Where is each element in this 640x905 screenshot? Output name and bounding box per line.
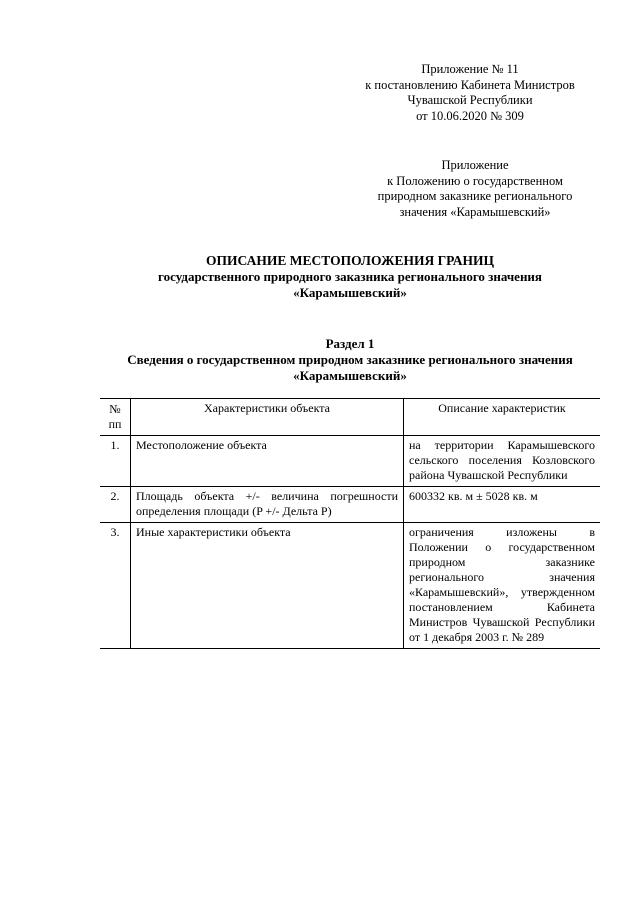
section-heading bbox=[90, 336, 610, 384]
row-number: 1. bbox=[100, 436, 131, 487]
sub-appendix-reference: к Положению о государственном bbox=[387, 173, 563, 188]
section-title-line1: Сведения о государственном природном заказнике регионального значения bbox=[127, 352, 573, 367]
document-title-line1: ОПИСАНИЕ МЕСТОПОЛОЖЕНИЯ ГРАНИЦ bbox=[206, 253, 494, 268]
row-description: 600332 кв. м ± 5028 кв. м bbox=[404, 487, 601, 523]
appendix-number: Приложение № 11 bbox=[421, 62, 519, 76]
sub-appendix-reference-cont: природном заказнике регионального bbox=[377, 189, 573, 203]
row-number: 3. bbox=[100, 523, 131, 649]
characteristics-table bbox=[100, 398, 600, 649]
appendix-republic: Чувашской Республики bbox=[407, 93, 533, 107]
table-header-row bbox=[100, 399, 600, 436]
document-title-line3: «Карамышевский» bbox=[293, 285, 407, 300]
appendix-reference: к постановлению Кабинета Министров bbox=[365, 77, 575, 92]
table-row bbox=[100, 523, 600, 649]
sub-appendix-header bbox=[350, 158, 600, 220]
appendix-date: от 10.06.2020 № 309 bbox=[416, 108, 524, 123]
row-number: 2. bbox=[100, 487, 131, 523]
section-number: Раздел 1 bbox=[325, 336, 375, 351]
header-description: Описание характеристик bbox=[404, 399, 601, 436]
table-row bbox=[100, 487, 600, 523]
sub-appendix-title: Приложение bbox=[441, 158, 509, 172]
row-characteristic: Местоположение объекта bbox=[131, 436, 404, 487]
document-title-line2: государственного природного заказника регионального значения bbox=[158, 269, 542, 284]
section-title-line2: «Карамышевский» bbox=[293, 368, 407, 383]
row-characteristic: Площадь объекта +/- величина погрешности определения площади (P +/- Дельта P) bbox=[131, 487, 404, 523]
table-row bbox=[100, 436, 600, 487]
row-description: на территории Карамышевского сельского поселения Козловского района Чувашской Республики bbox=[404, 436, 601, 487]
header-number: № пп bbox=[100, 399, 131, 436]
sub-appendix-reserve-name: значения «Карамышевский» bbox=[399, 204, 551, 219]
row-characteristic: Иные характеристики объекта bbox=[131, 523, 404, 649]
row-description: ограничения изложены в Положении о государственном природном заказнике регионального значения «Карамышевский», утвержденном постановлением Кабинета Министров Чувашской Республики от 1 декабря 2003 г. № 289 bbox=[404, 523, 601, 649]
header-characteristics: Характеристики объекта bbox=[131, 399, 404, 436]
appendix-header bbox=[340, 62, 600, 124]
document-title bbox=[90, 253, 610, 301]
